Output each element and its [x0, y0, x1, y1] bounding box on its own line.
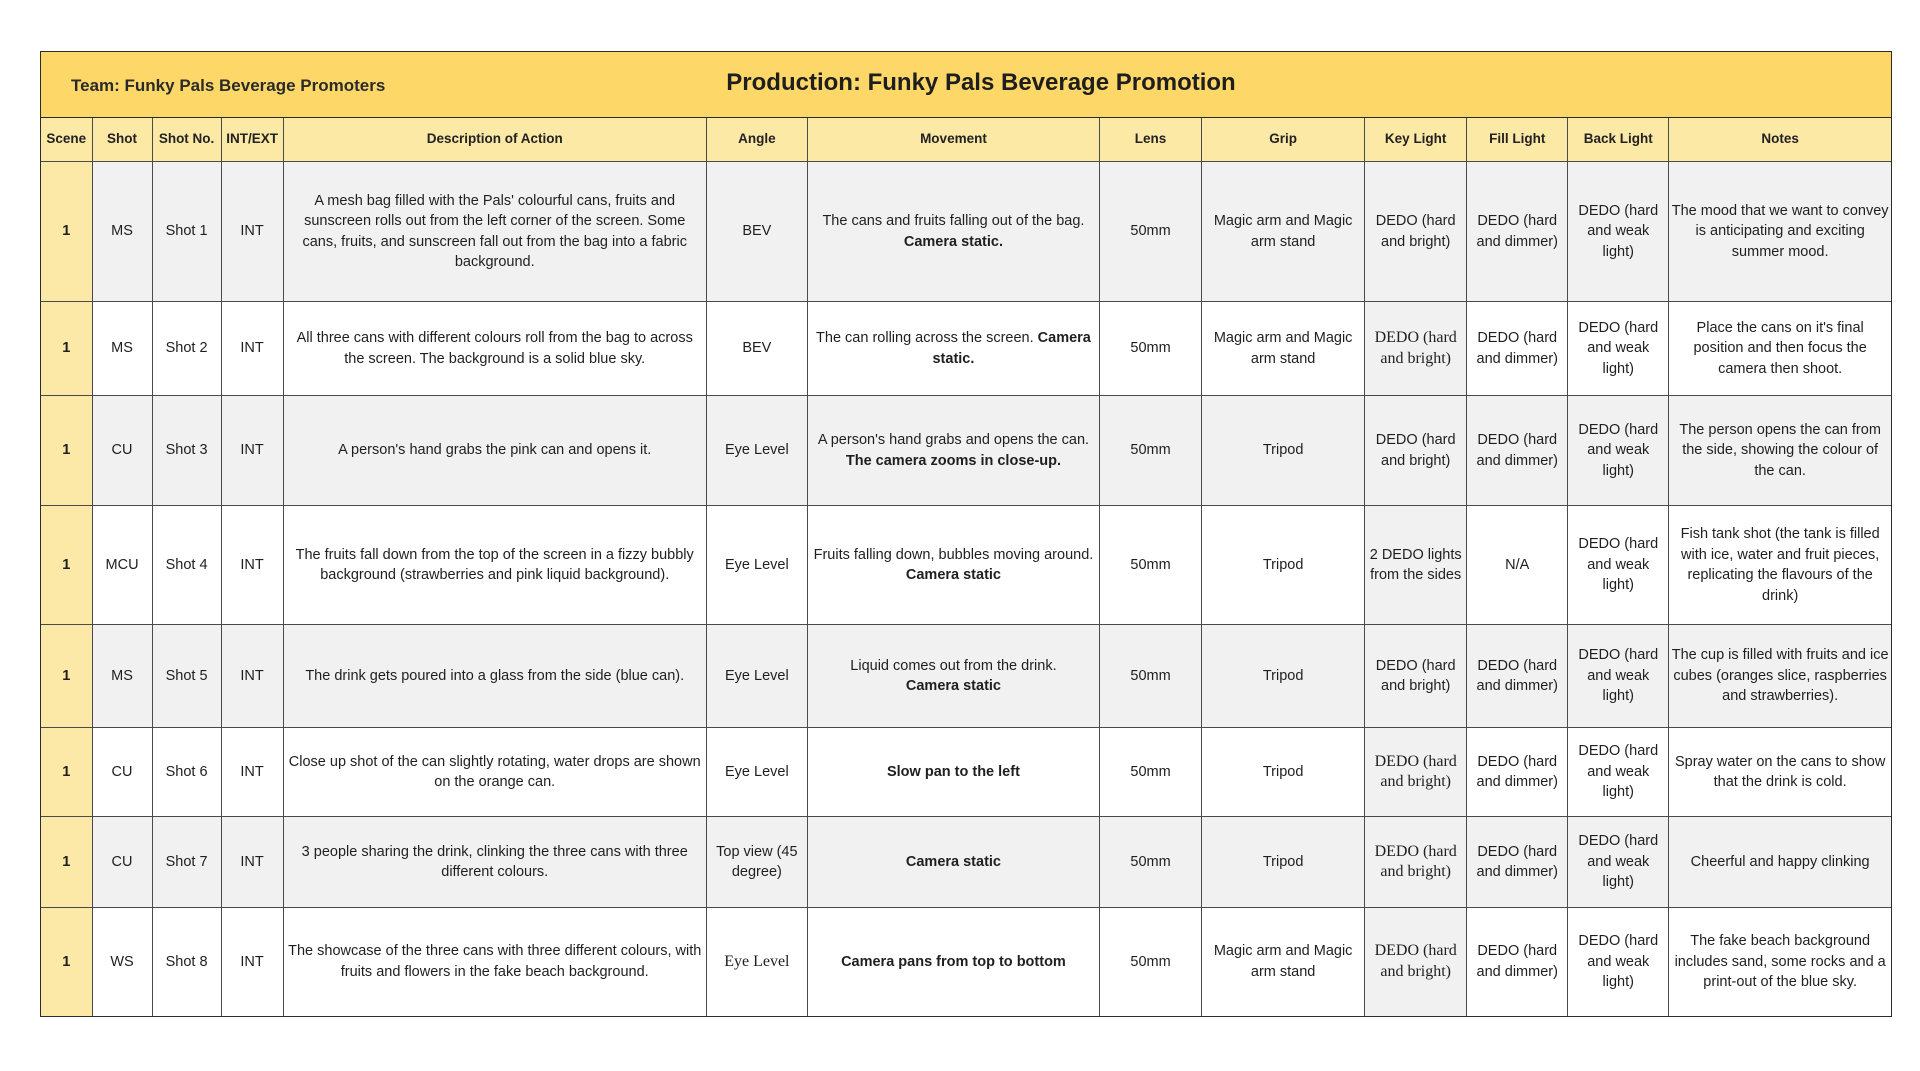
shot-list-table: [41, 118, 1891, 1016]
scene-cell: 1: [41, 625, 92, 728]
movement-camera-text: The camera zooms in close-up.: [845, 452, 1062, 469]
int-ext-cell: INT: [221, 817, 283, 908]
fill-light-cell: DEDO (hard and dimmer): [1467, 302, 1568, 396]
grip-cell: Magic arm and Magic arm stand: [1202, 162, 1365, 302]
key-light-cell: DEDO (hard and bright): [1365, 817, 1467, 908]
description-cell: All three cans with different colours roll from the bag to across the screen. The background is a solid blue sky.: [283, 302, 706, 396]
back-light-cell: DEDO (hard and weak light): [1568, 728, 1669, 817]
description-cell: Close up shot of the can slightly rotating, water drops are shown on the orange can.: [283, 728, 706, 817]
table-row: [41, 396, 1891, 506]
lens-cell: 50mm: [1100, 728, 1202, 817]
col-header-grip: Grip: [1202, 118, 1365, 162]
shot-cell: MS: [92, 162, 152, 302]
notes-cell: Place the cans on it's final position and then focus the camera then shoot.: [1669, 302, 1891, 396]
shot-no-cell: Shot 8: [152, 908, 221, 1016]
key-light-cell: DEDO (hard and bright): [1365, 396, 1467, 506]
col-header-fill-light: Fill Light: [1467, 118, 1568, 162]
col-header-lens: Lens: [1100, 118, 1202, 162]
lens-cell: 50mm: [1100, 817, 1202, 908]
int-ext-cell: INT: [221, 908, 283, 1016]
angle-cell: BEV: [706, 162, 807, 302]
notes-cell: The fake beach background includes sand, some rocks and a print-out of the blue sky.: [1669, 908, 1891, 1016]
back-light-cell: DEDO (hard and weak light): [1568, 908, 1669, 1016]
fill-light-cell: DEDO (hard and dimmer): [1467, 162, 1568, 302]
col-header-movement: Movement: [807, 118, 1099, 162]
col-header-angle: Angle: [706, 118, 807, 162]
description-cell: 3 people sharing the drink, clinking the three cans with three different colours.: [283, 817, 706, 908]
movement-cell: [807, 302, 1099, 396]
grip-cell: Tripod: [1202, 728, 1365, 817]
table-row: [41, 625, 1891, 728]
angle-cell: Top view (45 degree): [706, 817, 807, 908]
fill-light-cell: DEDO (hard and dimmer): [1467, 396, 1568, 506]
fill-light-cell: DEDO (hard and dimmer): [1467, 817, 1568, 908]
shot-cell: CU: [92, 396, 152, 506]
key-light-cell: DEDO (hard and bright): [1365, 625, 1467, 728]
movement-camera-text: Camera static: [905, 567, 1001, 583]
movement-text: The can rolling across the screen.: [816, 330, 1034, 346]
movement-camera-text: Camera static.: [903, 233, 1004, 250]
back-light-cell: DEDO (hard and weak light): [1568, 506, 1669, 625]
scene-cell: 1: [41, 728, 92, 817]
lens-cell: 50mm: [1100, 506, 1202, 625]
shot-cell: CU: [92, 728, 152, 817]
col-header-back-light: Back Light: [1568, 118, 1669, 162]
movement-text: Liquid comes out from the drink.: [850, 657, 1057, 674]
col-header-key-light: Key Light: [1365, 118, 1467, 162]
shot-cell: MCU: [92, 506, 152, 625]
fill-light-cell: DEDO (hard and dimmer): [1467, 728, 1568, 817]
int-ext-cell: INT: [221, 506, 283, 625]
back-light-cell: DEDO (hard and weak light): [1568, 625, 1669, 728]
grip-cell: Tripod: [1202, 396, 1365, 506]
shot-cell: CU: [92, 817, 152, 908]
movement-text: A person's hand grabs and opens the can.: [817, 432, 1090, 448]
table-row: [41, 302, 1891, 396]
scene-cell: 1: [41, 396, 92, 506]
col-header-shot-no: Shot No.: [152, 118, 221, 162]
scene-cell: 1: [41, 506, 92, 625]
fill-light-cell: DEDO (hard and dimmer): [1467, 625, 1568, 728]
table-row: [41, 162, 1891, 302]
notes-cell: The person opens the can from the side, showing the colour of the can.: [1669, 396, 1891, 506]
description-cell: The showcase of the three cans with three different colours, with fruits and flowers in the fake beach background.: [283, 908, 706, 1016]
angle-cell: Eye Level: [706, 728, 807, 817]
lens-cell: 50mm: [1100, 302, 1202, 396]
lens-cell: 50mm: [1100, 908, 1202, 1016]
int-ext-cell: INT: [221, 728, 283, 817]
movement-cell: [807, 506, 1099, 625]
shot-no-cell: Shot 7: [152, 817, 221, 908]
fill-light-cell: N/A: [1467, 506, 1568, 625]
int-ext-cell: INT: [221, 625, 283, 728]
key-light-cell: DEDO (hard and bright): [1365, 302, 1467, 396]
key-light-cell: DEDO (hard and bright): [1365, 728, 1467, 817]
int-ext-cell: INT: [221, 396, 283, 506]
movement-cell: Camera pans from top to bottom: [807, 908, 1099, 1016]
key-light-cell: DEDO (hard and bright): [1365, 162, 1467, 302]
team-name: Team: Funky Pals Beverage Promoters: [71, 76, 386, 95]
production-title: Production: Funky Pals Beverage Promotion: [726, 69, 1236, 96]
shot-list-sheet: [40, 51, 1892, 1017]
scene-cell: 1: [41, 908, 92, 1016]
table-row: [41, 728, 1891, 817]
lens-cell: 50mm: [1100, 162, 1202, 302]
int-ext-cell: INT: [221, 162, 283, 302]
shot-no-cell: Shot 5: [152, 625, 221, 728]
lens-cell: 50mm: [1100, 625, 1202, 728]
angle-cell: Eye Level: [706, 506, 807, 625]
angle-cell: Eye Level: [706, 625, 807, 728]
movement-camera-text: Camera static.: [932, 330, 1091, 367]
col-header-scene: Scene: [41, 118, 92, 162]
table-row: [41, 817, 1891, 908]
notes-cell: Fish tank shot (the tank is filled with ice, water and fruit pieces, replicating the flavours of the drink): [1669, 506, 1891, 625]
scene-cell: 1: [41, 162, 92, 302]
description-cell: A mesh bag filled with the Pals' colourful cans, fruits and sunscreen rolls out from the left corner of the screen. Some cans, fruits, and sunscreen fall out from the bag into a fabric background.: [283, 162, 706, 302]
header-banner: [41, 52, 1891, 118]
shot-no-cell: Shot 1: [152, 162, 221, 302]
description-cell: The fruits fall down from the top of the screen in a fizzy bubbly background (strawberries and pink liquid background).: [283, 506, 706, 625]
angle-cell: Eye Level: [706, 908, 807, 1016]
description-cell: The drink gets poured into a glass from the side (blue can).: [283, 625, 706, 728]
angle-cell: BEV: [706, 302, 807, 396]
key-light-cell: DEDO (hard and bright): [1365, 908, 1467, 1016]
back-light-cell: DEDO (hard and weak light): [1568, 162, 1669, 302]
grip-cell: Magic arm and Magic arm stand: [1202, 302, 1365, 396]
col-header-description: Description of Action: [283, 118, 706, 162]
col-header-notes: Notes: [1669, 118, 1891, 162]
shot-no-cell: Shot 2: [152, 302, 221, 396]
back-light-cell: DEDO (hard and weak light): [1568, 817, 1669, 908]
grip-cell: Magic arm and Magic arm stand: [1202, 908, 1365, 1016]
column-header-row: [41, 118, 1891, 162]
movement-cell: [807, 396, 1099, 506]
shot-no-cell: Shot 6: [152, 728, 221, 817]
shot-cell: MS: [92, 302, 152, 396]
fill-light-cell: DEDO (hard and dimmer): [1467, 908, 1568, 1016]
shot-cell: WS: [92, 908, 152, 1016]
movement-cell: Camera static: [807, 817, 1099, 908]
lens-cell: 50mm: [1100, 396, 1202, 506]
key-light-cell: 2 DEDO lights from the sides: [1365, 506, 1467, 625]
shot-cell: MS: [92, 625, 152, 728]
scene-cell: 1: [41, 817, 92, 908]
notes-cell: Cheerful and happy clinking: [1669, 817, 1891, 908]
description-cell: A person's hand grabs the pink can and opens it.: [283, 396, 706, 506]
scene-cell: 1: [41, 302, 92, 396]
back-light-cell: DEDO (hard and weak light): [1568, 396, 1669, 506]
movement-text: Fruits falling down, bubbles moving around.: [813, 546, 1094, 563]
angle-cell: Eye Level: [706, 396, 807, 506]
movement-cell: [807, 625, 1099, 728]
movement-camera-text: Camera static: [905, 678, 1001, 694]
grip-cell: Tripod: [1202, 506, 1365, 625]
shot-no-cell: Shot 4: [152, 506, 221, 625]
notes-cell: Spray water on the cans to show that the drink is cold.: [1669, 728, 1891, 817]
grip-cell: Tripod: [1202, 817, 1365, 908]
movement-text: The cans and fruits falling out of the bag.: [822, 213, 1085, 229]
movement-cell: [807, 162, 1099, 302]
grip-cell: Tripod: [1202, 625, 1365, 728]
shot-no-cell: Shot 3: [152, 396, 221, 506]
notes-cell: The cup is filled with fruits and ice cubes (oranges slice, raspberries and strawberries).: [1669, 625, 1891, 728]
table-row: [41, 908, 1891, 1016]
col-header-shot: Shot: [92, 118, 152, 162]
table-row: [41, 506, 1891, 625]
int-ext-cell: INT: [221, 302, 283, 396]
movement-cell: Slow pan to the left: [807, 728, 1099, 817]
col-header-int-ext: INT/EXT: [221, 118, 283, 162]
back-light-cell: DEDO (hard and weak light): [1568, 302, 1669, 396]
notes-cell: The mood that we want to convey is anticipating and exciting summer mood.: [1669, 162, 1891, 302]
